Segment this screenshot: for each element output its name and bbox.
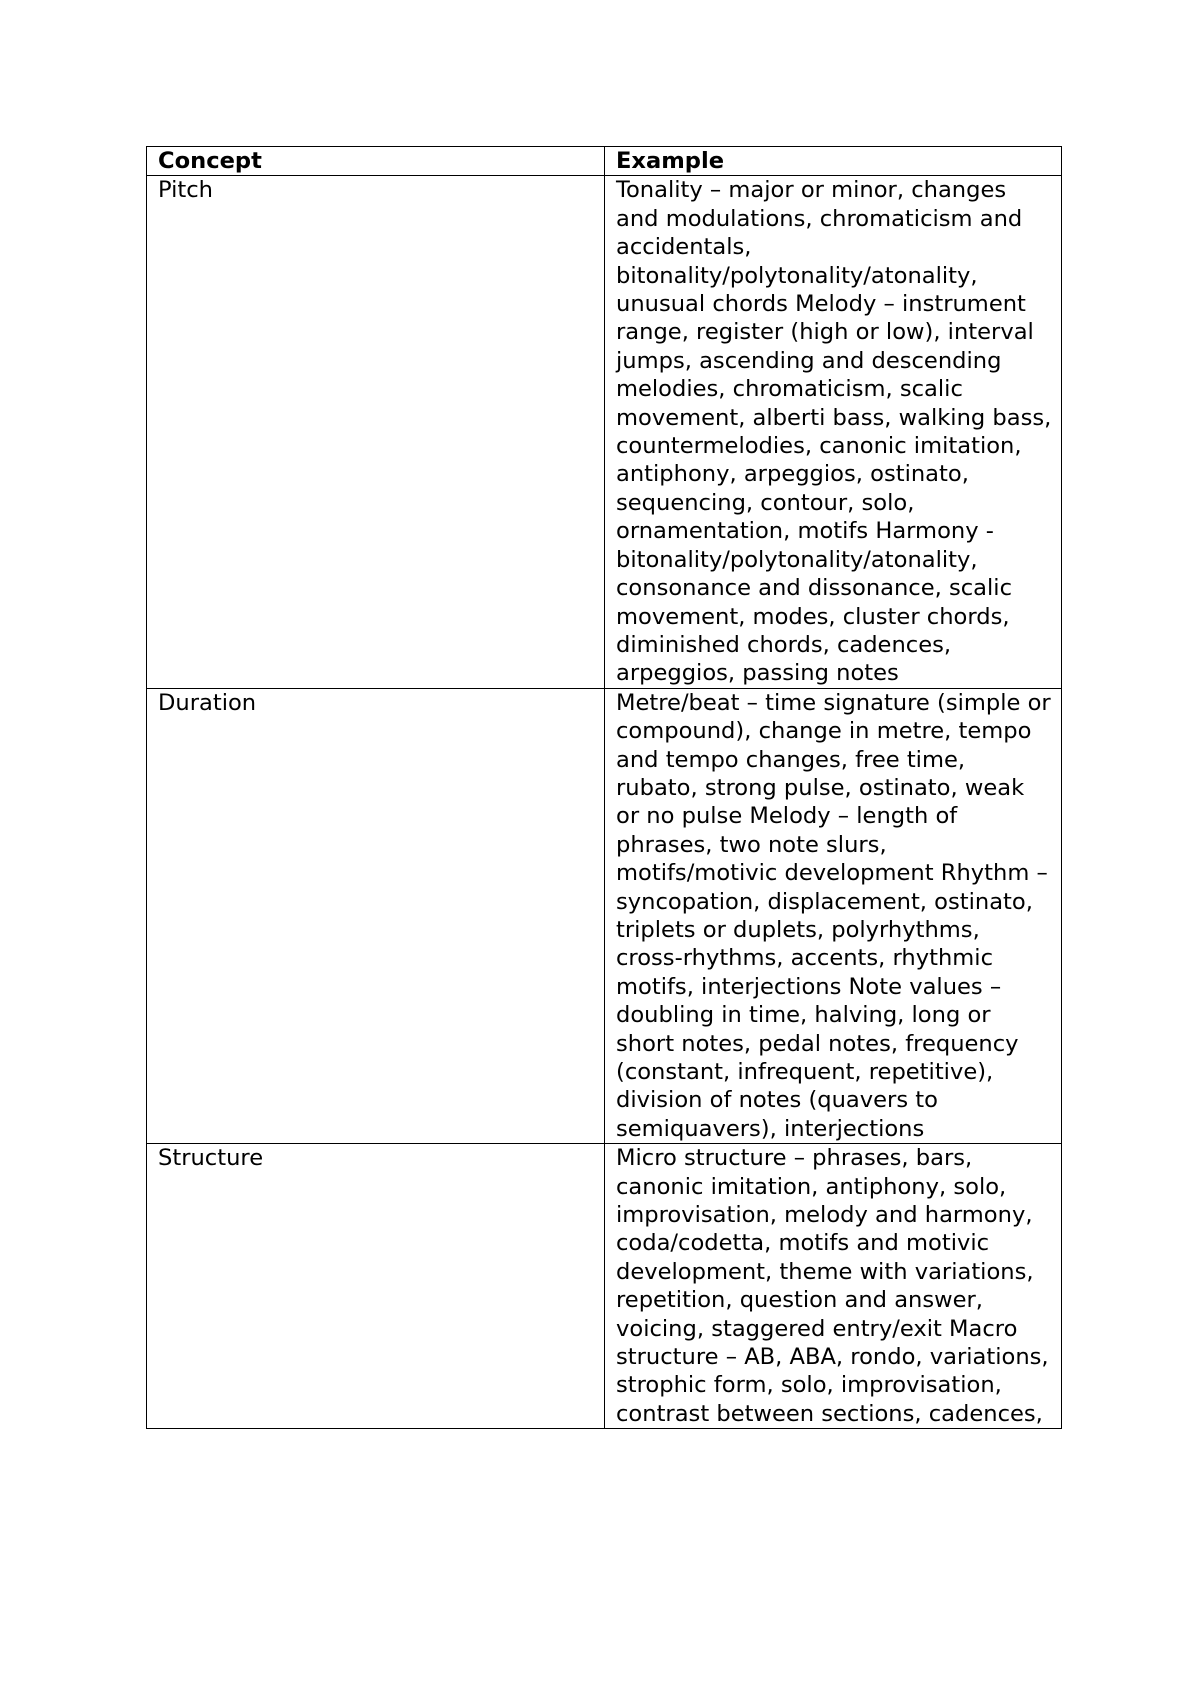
concept-cell: Structure xyxy=(147,1144,605,1429)
example-cell: Tonality – major or minor, changes and modulations, chromaticism and accidentals, bitonality/polytonality/atonality, unusual chords Melody – instrument range, register (high or low), interval jumps, ascending and descending melodies, chromaticism, scalic movement, alberti bass, walking bass, countermelodies, canonic imitation, antiphony, arpeggios, ostinato, sequencing, contour, solo, ornamentation, motifs Harmony - bitonality/polytonality/atonality, consonance and dissonance, scalic movement, modes, cluster chords, diminished chords, cadences, arpeggios, passing notes xyxy=(605,176,1062,688)
example-cell: Micro structure – phrases, bars, canonic imitation, antiphony, solo, improvisation, melody and harmony, coda/codetta, motifs and motivic development, theme with variations, repetition, question and answer, voicing, staggered entry/exit Macro structure – AB, ABA, rondo, variations, strophic form, solo, improvisation, contrast between sections, cadences, xyxy=(605,1144,1062,1429)
concepts-table xyxy=(146,146,1062,1429)
header-concept: Concept xyxy=(147,147,605,176)
table-row-structure xyxy=(147,1144,1062,1429)
table-row-pitch xyxy=(147,176,1062,688)
example-cell: Metre/beat – time signature (simple or compound), change in metre, tempo and tempo changes, free time, rubato, strong pulse, ostinato, weak or no pulse Melody – length of phrases, two note slurs, motifs/motivic development Rhythm – syncopation, displacement, ostinato, triplets or duplets, polyrhythms, cross-rhythms, accents, rhythmic motifs, interjections Note values – doubling in time, halving, long or short notes, pedal notes, frequency (constant, infrequent, repetitive), division of notes (quavers to semiquavers), interjections xyxy=(605,688,1062,1144)
concept-cell: Pitch xyxy=(147,176,605,688)
table-header-row xyxy=(147,147,1062,176)
concept-cell: Duration xyxy=(147,688,605,1144)
header-example: Example xyxy=(605,147,1062,176)
table-row-duration xyxy=(147,688,1062,1144)
